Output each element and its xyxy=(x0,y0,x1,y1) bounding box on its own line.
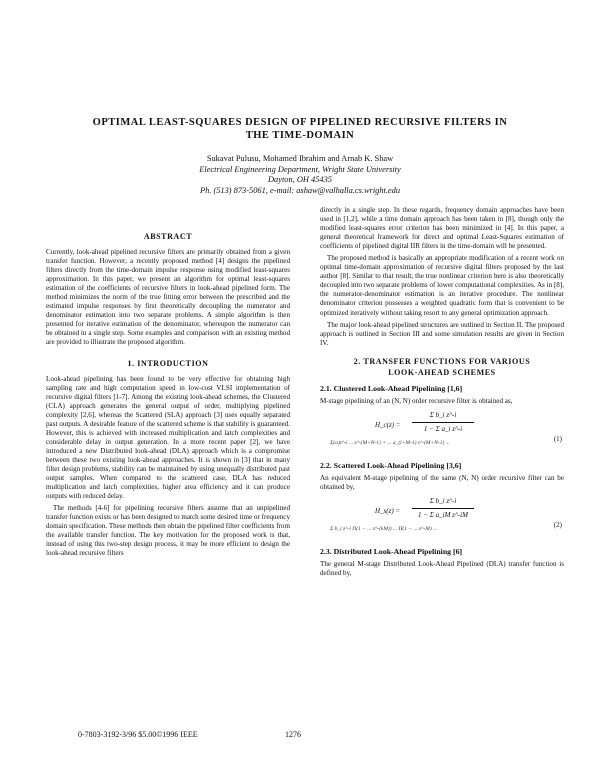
author-names: Sukavat Pulusu, Mohamed Ibrahim and Arnab K. Shaw xyxy=(206,154,394,163)
equation-1-denominator: 1 − Σ a_i z^-i xyxy=(423,424,463,433)
equation-1 xyxy=(320,409,564,455)
section-2-heading-line-2: LOOK-AHEAD SCHEMES xyxy=(388,367,496,377)
author-contact: Ph. (513) 873-5061, e-mail: ashaw@valhalla.cs.wright.edu xyxy=(199,185,401,195)
abstract-heading: ABSTRACT xyxy=(143,232,193,241)
title-line-1: OPTIMAL LEAST-SQUARES DESIGN OF PIPELINED RECURSIVE FILTERS IN xyxy=(92,117,508,128)
right-paragraph-3: The major look-ahead pipelined structures are outlined in Section II. The proposed approach is outlined in Section III and some simulation results are given in Section IV. xyxy=(320,320,564,347)
right-paragraph-1: directly in a single step. In these regards, frequency domain approaches have been used in [1,2], while a time domain approach has been taken in [8], though only the modified least-squares error criterion has been minimized in [4]. In this paper, a general theoretical framework for direct and optimal Least-Squares estimation of coefficients of pipelined digital IIR filters in the time-domain will be presented. xyxy=(320,206,564,251)
equation-1-number: (1) xyxy=(553,434,562,443)
equation-1-fraction xyxy=(412,411,474,434)
left-column xyxy=(46,225,290,561)
fraction-bar xyxy=(412,508,474,509)
equation-1-numerator: Σ b_i z^-i xyxy=(429,410,457,419)
equation-1-lhs: H_c(z) = xyxy=(375,420,401,429)
equation-2-numerator: Σ b_i z^-i xyxy=(429,496,457,505)
fraction-bar xyxy=(412,422,474,423)
subsection-2-3-text: The general M-stage Distributed Look-Ahead Pipelined (DLA) transfer function is defined by, xyxy=(320,559,564,578)
equation-1-expansion: Σ(a)z^-i ... z^-(M+N-1) + ... a_(i+M-1) z^-(M+N-1) ... xyxy=(330,439,450,446)
equation-2-expansion: Σ b_i z^-i Π(1 − ... z^-(kM)) ... Π(1 − ... z^-M) ... xyxy=(330,525,438,532)
page-number: 1276 xyxy=(285,730,301,739)
subsection-2-1-heading: 2.1. Clustered Look-Ahead Pipelining [1,6] xyxy=(320,383,463,393)
section-2-heading-line-1: 2. TRANSFER FUNCTIONS FOR VARIOUS xyxy=(353,356,531,366)
subsection-2-2-heading: 2.2. Scattered Look-Ahead Pipelining [3,6] xyxy=(320,460,462,470)
equation-2-fraction xyxy=(412,497,474,520)
equation-2-denominator: 1 − Σ a_iM z^-iM xyxy=(418,510,468,519)
introduction-heading: 1. INTRODUCTION xyxy=(127,358,209,368)
author-affiliation: Electrical Engineering Department, Wright State University xyxy=(199,164,401,174)
subsection-2-2-text: An equivalent M-stage pipelining of the same (N, N) order recursive filter can be obtained by, xyxy=(320,473,564,491)
author-block xyxy=(100,154,500,196)
abstract-text: Currently, look-ahead pipelined recursive filters are primarily obtained from a given transfer function. However, a recently proposed method [4] designs the pipelined filters directly from the time-domain impulse response using modified least-squares approximation. In this paper, we present an algorithm for optimal least-squares estimation of the coefficients of recursive filters in look-ahead pipelined form. The method minimizes the norm of the true fitting error between the prescribed and the estimated impulse responses by first theoretically decoupling the numerator and denominator estimation into two separate problems. A simple algorithm is then presented for iterative estimation of the denominator, whereupon the numerator can be obtained in a single step. Some examples and comparison with an existing method are provided to illustrate the proposed algorithm. xyxy=(46,248,290,347)
title-line-2: THE TIME-DOMAIN xyxy=(245,130,355,141)
subsection-2-1-text: M-stage pipelining of an (N, N) order recursive filter is obtained as, xyxy=(320,396,513,405)
right-paragraph-2: The proposed method is basically an appropriate modification of a recent work on optimal time-domain approximation of recursive digital filters proposed by the last author [8]. Similar to that result, the true nonlinear criterion here is also theoretically decoupled into two separate problems of lower computational complexities. As in [8], the numerator-denominator estimation is an iterative procedure. The nonlinear denominator criterion possesses a weighted quadratic form that is convenient to be optimized iteratively without taking resort to any general optimization approach. xyxy=(320,254,564,317)
copyright-footer: 0-7803-3192-3/96 $5.00©1996 IEEE xyxy=(78,730,198,739)
intro-paragraph-2: The methods [4-6] for pipelining recursive filters assume that an unpipelined transfer function exists or has been designed to match some desired time or frequency domain specification. These methods then obtain the pipelined filter coefficients from the available transfer function. The key motivation for the proposed work is that, instead of using this two-step design process, it may be more efficient to design the look-ahead recursive filters xyxy=(46,504,290,558)
author-city: Dayton, OH 45435 xyxy=(268,175,332,185)
paper-title xyxy=(40,116,560,142)
equation-2 xyxy=(320,495,564,541)
equation-2-number: (2) xyxy=(553,520,562,529)
subsection-2-3-heading: 2.3. Distributed Look-Ahead Pipelining [6] xyxy=(320,546,463,556)
section-2-heading xyxy=(320,356,564,378)
equation-2-lhs: H_s(z) = xyxy=(375,506,401,515)
intro-paragraph-1: Look-ahead pipelining has been found to be very effective for obtaining high sampling rate and high computation speed in low-cost VLSI implementation of recursive digital filters [1-7]. Among the existing look-ahead schemes, the Clustered (CLA) approach generates the general output of order, multiplying pipelined complexity [2,6], whereas the Scattered (SLA) approach [3] uses equally separated past outputs. A desirable feature of the scattered scheme is that stability is guaranteed. However, this is achieved with increased multiplication and latch complexities and considerable delay in output generation. In a more recent paper [2], we have introduced a new Distributed look-ahead (DLA) approach which is a compromise between these two existing look-ahead approaches. It is shown in [3] that in many filter design problems, stability can be maintained by using unequally distributed past output samples. When compared to the scattered case, DLA has reduced multiplication and latch complexities, higher area efficiency and it can produce outputs with reduced delay. xyxy=(46,374,290,501)
right-column xyxy=(320,206,564,581)
